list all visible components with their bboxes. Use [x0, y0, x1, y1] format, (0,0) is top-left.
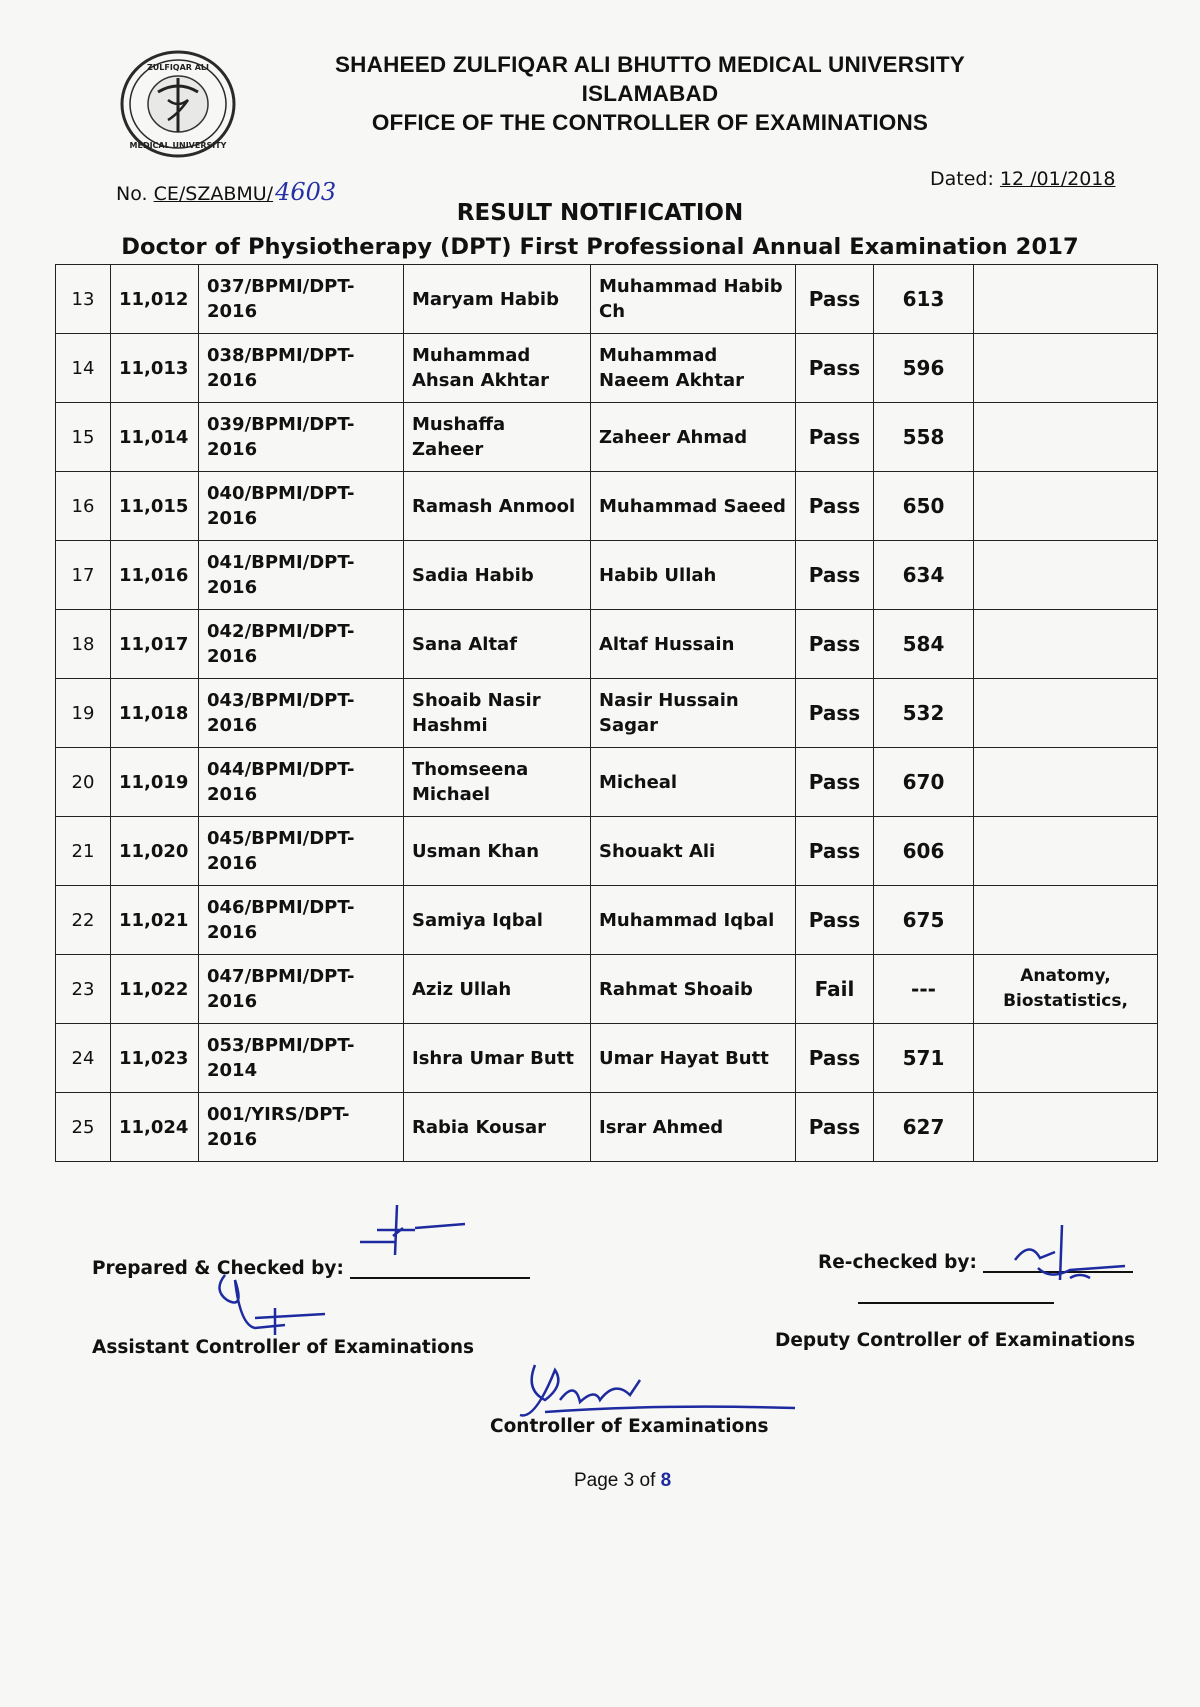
cell-student-name: Shoaib Nasir Hashmi	[404, 679, 591, 748]
cell-sr-no: 24	[56, 1024, 111, 1093]
table-row	[56, 541, 1158, 610]
deputy-controller-title: Deputy Controller of Examinations	[775, 1330, 1136, 1351]
cell-registration-no: 043/BPMI/DPT-2016	[199, 679, 404, 748]
cell-father-name: Muhammad Iqbal	[591, 886, 796, 955]
cell-result-status: Pass	[796, 472, 874, 541]
cell-father-name: Shouakt Ali	[591, 817, 796, 886]
svg-text:ZULFIQAR ALI: ZULFIQAR ALI	[146, 63, 210, 72]
dated-value: 12 /01/2018	[999, 168, 1116, 190]
cell-student-name: Ishra Umar Butt	[404, 1024, 591, 1093]
cell-father-name: Micheal	[591, 748, 796, 817]
cell-sr-no: 16	[56, 472, 111, 541]
cell-result-status: Pass	[796, 679, 874, 748]
cell-total-marks: ---	[874, 955, 974, 1024]
cell-father-name: Israr Ahmed	[591, 1093, 796, 1162]
cell-roll-no: 11,024	[111, 1093, 199, 1162]
cell-student-name: Usman Khan	[404, 817, 591, 886]
controller-title: Controller of Examinations	[490, 1416, 769, 1437]
rechecked-signature	[1010, 1220, 1130, 1290]
cell-result-status: Pass	[796, 334, 874, 403]
table-row	[56, 334, 1158, 403]
cell-total-marks: 584	[874, 610, 974, 679]
cell-registration-no: 047/BPMI/DPT-2016	[199, 955, 404, 1024]
reference-code: CE/SZABMU/	[153, 183, 274, 205]
table-row	[56, 472, 1158, 541]
cell-result-status: Pass	[796, 748, 874, 817]
table-row	[56, 1024, 1158, 1093]
cell-registration-no: 046/BPMI/DPT-2016	[199, 886, 404, 955]
cell-total-marks: 571	[874, 1024, 974, 1093]
cell-sr-no: 13	[56, 265, 111, 334]
cell-result-status: Pass	[796, 403, 874, 472]
cell-total-marks: 650	[874, 472, 974, 541]
cell-remarks	[974, 472, 1158, 541]
cell-roll-no: 11,015	[111, 472, 199, 541]
cell-result-status: Pass	[796, 265, 874, 334]
cell-total-marks: 634	[874, 541, 974, 610]
deputy-signature-line	[858, 1302, 1054, 1304]
prepared-initial-signature	[355, 1200, 475, 1260]
cell-registration-no: 037/BPMI/DPT-2016	[199, 265, 404, 334]
cell-total-marks: 670	[874, 748, 974, 817]
cell-remarks: Anatomy, Biostatistics,	[974, 955, 1158, 1024]
cell-student-name: Rabia Kousar	[404, 1093, 591, 1162]
cell-roll-no: 11,021	[111, 886, 199, 955]
cell-sr-no: 22	[56, 886, 111, 955]
cell-remarks	[974, 334, 1158, 403]
cell-sr-no: 15	[56, 403, 111, 472]
table-row	[56, 1093, 1158, 1162]
university-name: SHAHEED ZULFIQAR ALI BHUTTO MEDICAL UNIVERSITY	[334, 52, 966, 77]
cell-father-name: Muhammad Naeem Akhtar	[591, 334, 796, 403]
cell-father-name: Muhammad Saeed	[591, 472, 796, 541]
cell-remarks	[974, 679, 1158, 748]
cell-registration-no: 053/BPMI/DPT-2014	[199, 1024, 404, 1093]
cell-registration-no: 041/BPMI/DPT-2016	[199, 541, 404, 610]
cell-sr-no: 21	[56, 817, 111, 886]
table-row	[56, 265, 1158, 334]
cell-father-name: Habib Ullah	[591, 541, 796, 610]
cell-sr-no: 18	[56, 610, 111, 679]
cell-sr-no: 23	[56, 955, 111, 1024]
cell-sr-no: 19	[56, 679, 111, 748]
cell-student-name: Mushaffa Zaheer	[404, 403, 591, 472]
cell-father-name: Umar Hayat Butt	[591, 1024, 796, 1093]
cell-registration-no: 042/BPMI/DPT-2016	[199, 610, 404, 679]
cell-remarks	[974, 265, 1158, 334]
controller-signature	[505, 1360, 805, 1430]
cell-student-name: Sana Altaf	[404, 610, 591, 679]
table-row	[56, 955, 1158, 1024]
cell-roll-no: 11,019	[111, 748, 199, 817]
university-seal-logo	[118, 48, 238, 160]
cell-remarks	[974, 886, 1158, 955]
university-heading	[260, 50, 1040, 137]
university-city: ISLAMABAD	[581, 81, 719, 106]
cell-student-name: Maryam Habib	[404, 265, 591, 334]
cell-result-status: Pass	[796, 817, 874, 886]
cell-roll-no: 11,017	[111, 610, 199, 679]
cell-remarks	[974, 610, 1158, 679]
prepared-signature-line	[350, 1277, 530, 1279]
cell-sr-no: 20	[56, 748, 111, 817]
page-number	[574, 1470, 671, 1492]
cell-registration-no: 001/YIRS/DPT-2016	[199, 1093, 404, 1162]
reference-prefix: No.	[116, 183, 154, 205]
cell-remarks	[974, 403, 1158, 472]
cell-roll-no: 11,020	[111, 817, 199, 886]
dated-line	[930, 168, 1115, 190]
cell-registration-no: 040/BPMI/DPT-2016	[199, 472, 404, 541]
cell-roll-no: 11,014	[111, 403, 199, 472]
cell-student-name: Muhammad Ahsan Akhtar	[404, 334, 591, 403]
cell-roll-no: 11,018	[111, 679, 199, 748]
cell-roll-no: 11,013	[111, 334, 199, 403]
cell-result-status: Pass	[796, 886, 874, 955]
cell-registration-no: 038/BPMI/DPT-2016	[199, 334, 404, 403]
reference-handwritten-number: 4603	[275, 178, 337, 206]
cell-roll-no: 11,022	[111, 955, 199, 1024]
cell-student-name: Samiya Iqbal	[404, 886, 591, 955]
table-row	[56, 886, 1158, 955]
cell-total-marks: 613	[874, 265, 974, 334]
cell-sr-no: 25	[56, 1093, 111, 1162]
prepared-checked-label: Prepared & Checked by:	[92, 1258, 344, 1279]
cell-total-marks: 532	[874, 679, 974, 748]
cell-student-name: Aziz Ullah	[404, 955, 591, 1024]
cell-result-status: Pass	[796, 610, 874, 679]
cell-father-name: Rahmat Shoaib	[591, 955, 796, 1024]
cell-father-name: Zaheer Ahmad	[591, 403, 796, 472]
table-row	[56, 679, 1158, 748]
cell-remarks	[974, 1024, 1158, 1093]
notification-title: RESULT NOTIFICATION	[456, 200, 744, 226]
results-table-body	[56, 265, 1158, 1162]
cell-registration-no: 039/BPMI/DPT-2016	[199, 403, 404, 472]
assistant-controller-signature	[215, 1270, 345, 1340]
cell-father-name: Nasir Hussain Sagar	[591, 679, 796, 748]
page-number-total: 8	[660, 1470, 672, 1491]
cell-remarks	[974, 748, 1158, 817]
dated-label: Dated:	[930, 168, 1000, 190]
cell-result-status: Pass	[796, 1024, 874, 1093]
cell-father-name: Altaf Hussain	[591, 610, 796, 679]
cell-roll-no: 11,023	[111, 1024, 199, 1093]
cell-registration-no: 045/BPMI/DPT-2016	[199, 817, 404, 886]
cell-registration-no: 044/BPMI/DPT-2016	[199, 748, 404, 817]
table-row	[56, 748, 1158, 817]
results-table	[55, 264, 1158, 1162]
table-row	[56, 610, 1158, 679]
cell-student-name: Ramash Anmool	[404, 472, 591, 541]
cell-remarks	[974, 1093, 1158, 1162]
assistant-controller-title: Assistant Controller of Examinations	[92, 1337, 475, 1358]
cell-student-name: Thomseena Michael	[404, 748, 591, 817]
table-row	[56, 817, 1158, 886]
cell-remarks	[974, 817, 1158, 886]
cell-sr-no: 14	[56, 334, 111, 403]
cell-result-status: Fail	[796, 955, 874, 1024]
cell-roll-no: 11,012	[111, 265, 199, 334]
cell-total-marks: 558	[874, 403, 974, 472]
cell-result-status: Pass	[796, 1093, 874, 1162]
office-name: OFFICE OF THE CONTROLLER OF EXAMINATIONS	[371, 110, 929, 135]
rechecked-label: Re-checked by:	[818, 1252, 977, 1273]
page-number-prefix: Page 3 of	[574, 1470, 661, 1491]
table-row	[56, 403, 1158, 472]
cell-roll-no: 11,016	[111, 541, 199, 610]
exam-title: Doctor of Physiotherapy (DPT) First Professional Annual Examination 2017	[121, 234, 1079, 260]
cell-total-marks: 596	[874, 334, 974, 403]
cell-total-marks: 675	[874, 886, 974, 955]
cell-student-name: Sadia Habib	[404, 541, 591, 610]
cell-father-name: Muhammad Habib Ch	[591, 265, 796, 334]
cell-total-marks: 606	[874, 817, 974, 886]
cell-result-status: Pass	[796, 541, 874, 610]
svg-text:MEDICAL UNIVERSITY: MEDICAL UNIVERSITY	[129, 141, 227, 150]
cell-sr-no: 17	[56, 541, 111, 610]
cell-remarks	[974, 541, 1158, 610]
cell-total-marks: 627	[874, 1093, 974, 1162]
